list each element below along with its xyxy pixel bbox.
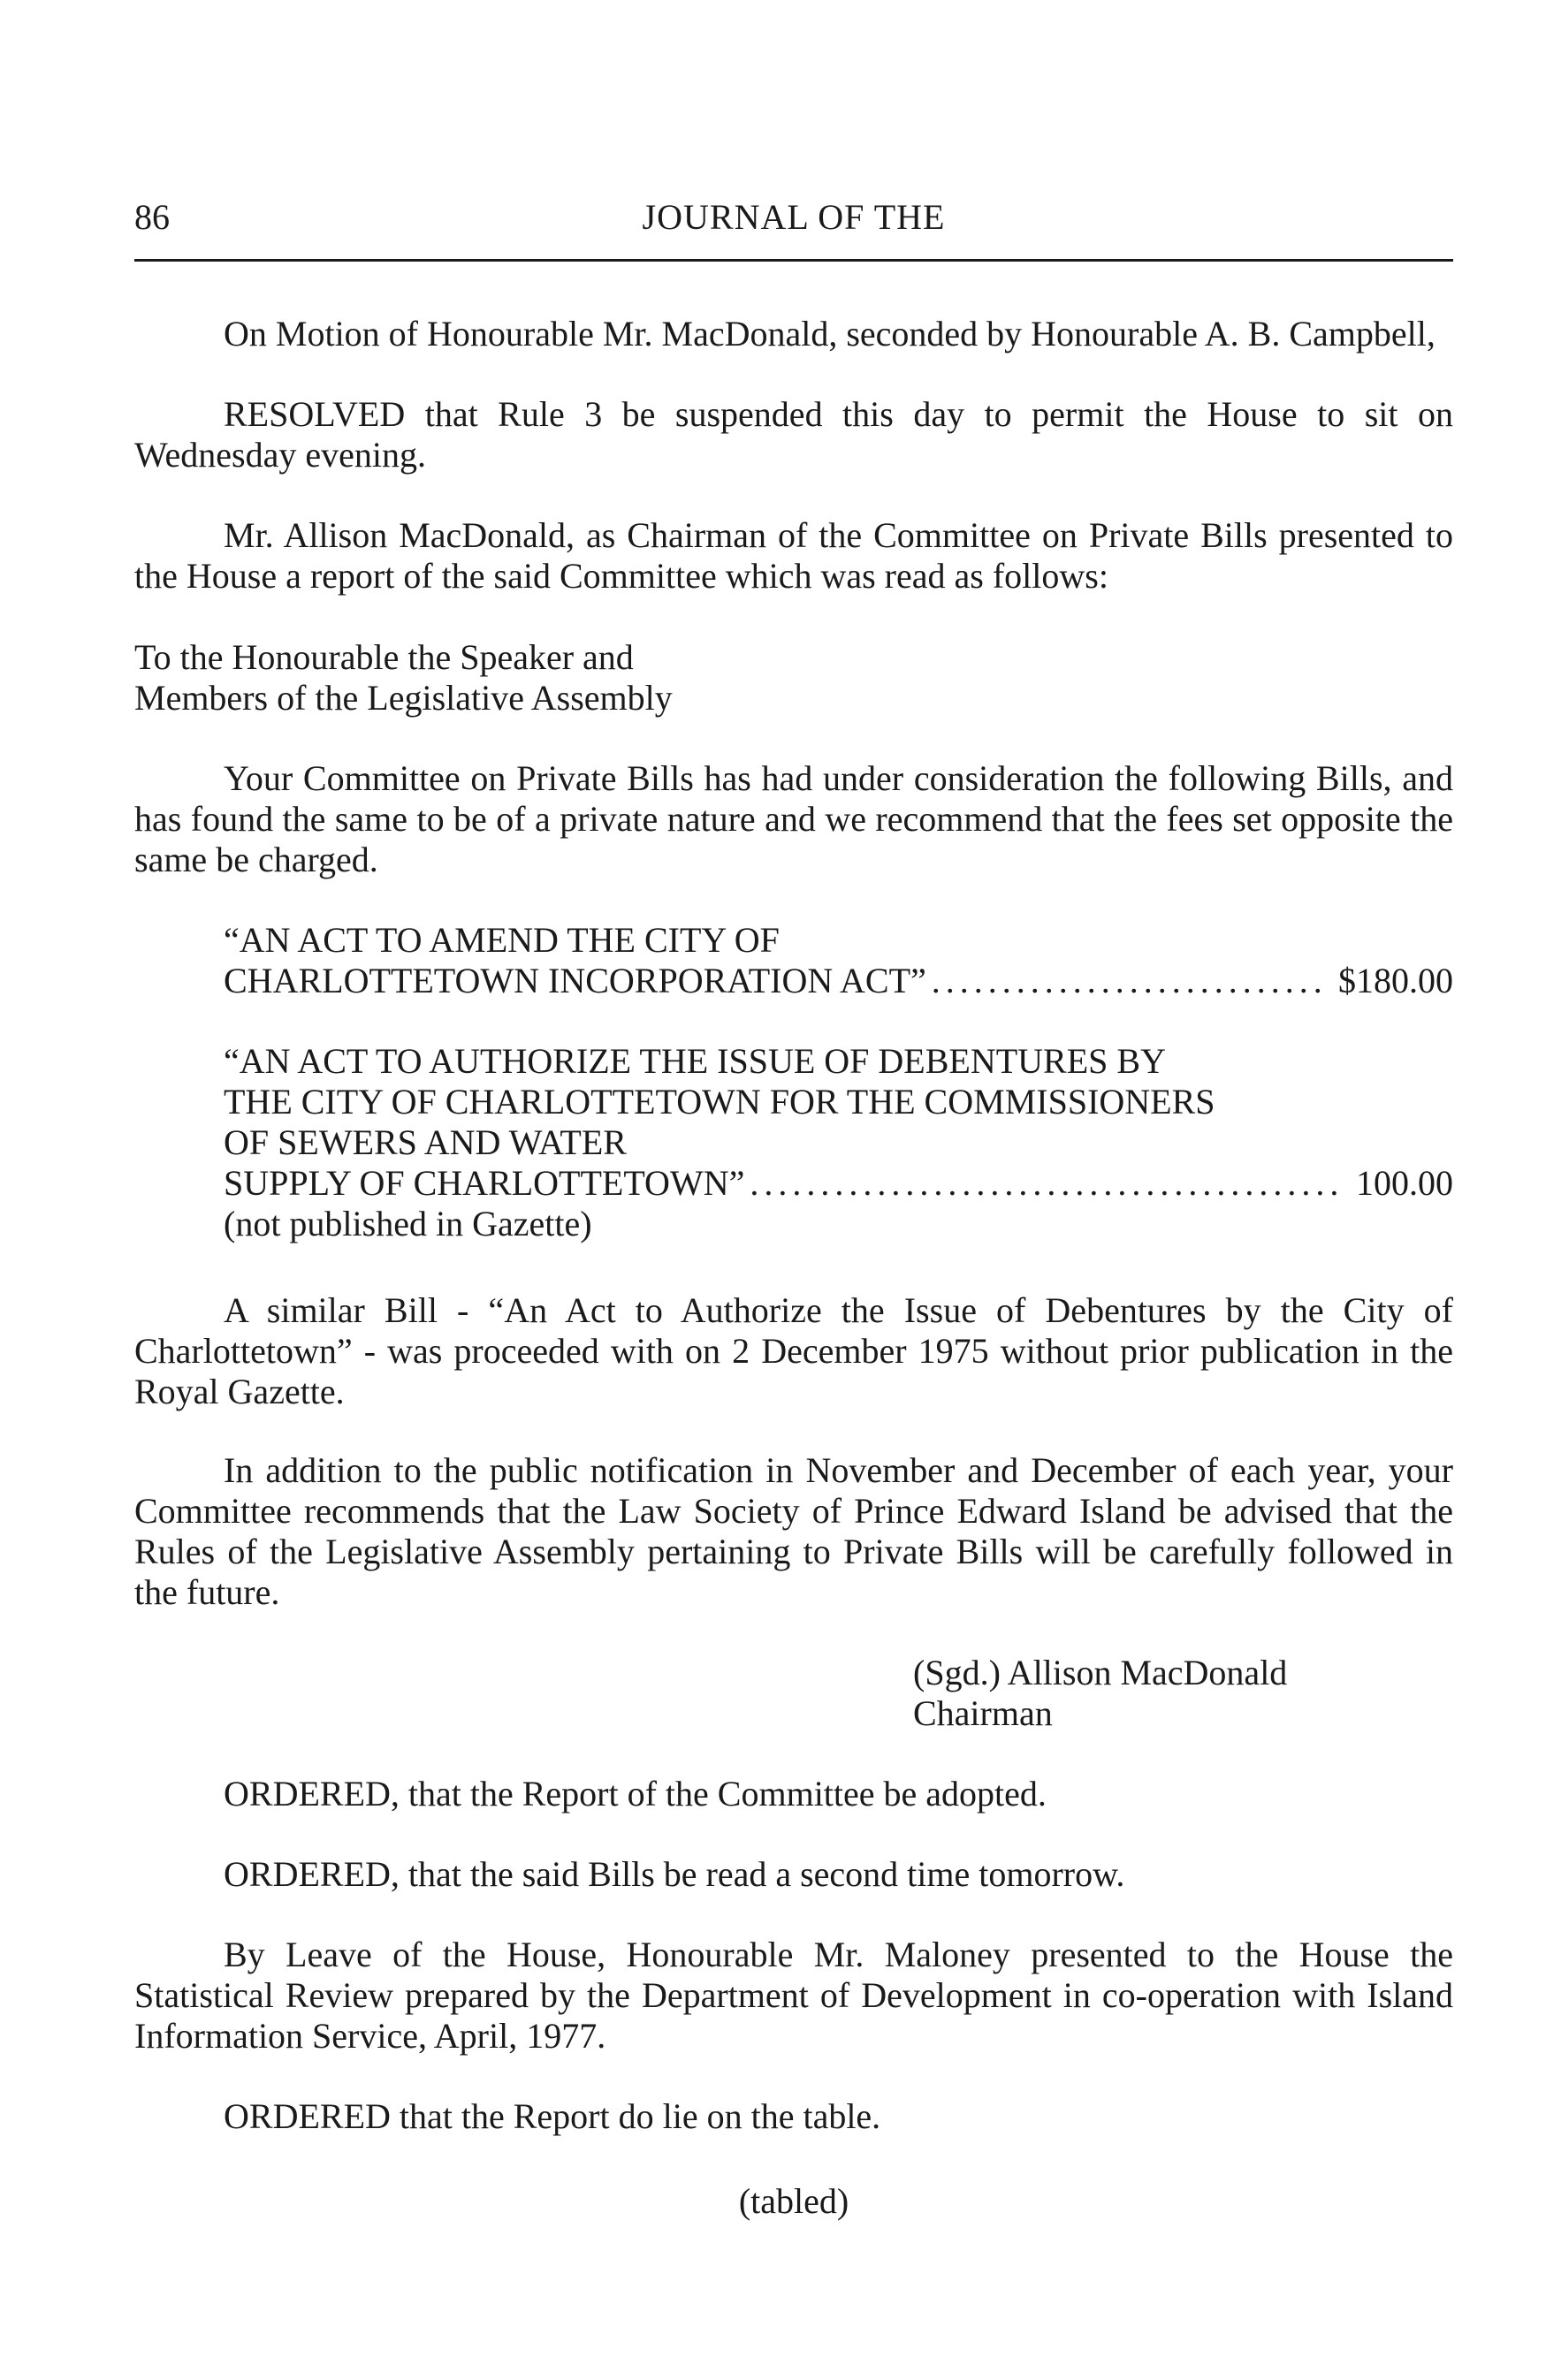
address-line-1: To the Honourable the Speaker and bbox=[134, 637, 634, 677]
signature-title: Chairman bbox=[913, 1693, 1053, 1733]
address-line-2: Members of the Legislative Assembly bbox=[134, 678, 673, 718]
bill-title-line: SUPPLY OF CHARLOTTETOWN” bbox=[224, 1163, 745, 1203]
running-head: JOURNAL OF THE bbox=[642, 197, 946, 237]
motion-paragraph: On Motion of Honourable Mr. MacDonald, seconded by Honourable A. B. Campbell, bbox=[224, 314, 1436, 354]
dot-leader bbox=[750, 1163, 1342, 1204]
bill-fee-line bbox=[224, 961, 1453, 1001]
committee-report-paragraph: Your Committee on Private Bills has had under consideration the following Bills, and has found the same to be of a private nature and we recommend that the fees set opposite the same be charged. bbox=[134, 758, 1453, 879]
notification-paragraph: In addition to the public notification in November and December of each year, your Committee recommends that the Law Society of Prince Edward Island be advised that the Rules of the Legislative Assembly pertaining to Private Bills will be carefully followed in the future. bbox=[134, 1450, 1453, 1612]
bill-title-line: OF SEWERS AND WATER bbox=[224, 1122, 627, 1162]
order-lie-on-table: ORDERED that the Report do lie on the table. bbox=[224, 2096, 881, 2136]
signature-block bbox=[913, 1653, 1453, 1734]
bill-item bbox=[224, 920, 1453, 1001]
bill-fee: $180.00 bbox=[1338, 961, 1453, 1000]
address-block bbox=[134, 637, 1453, 719]
statistical-review-paragraph: By Leave of the House, Honourable Mr. Maloney presented to the House the Statistical Review prepared by the Department of Development in co-operation with Island Information Service, April, 1977. bbox=[134, 1935, 1453, 2056]
tabled-note: (tabled) bbox=[738, 2181, 849, 2221]
header-rule bbox=[134, 259, 1453, 262]
similar-bill-paragraph: A similar Bill - “An Act to Authorize the Issue of Debentures by the City of Charlottetown” - was proceeded with on 2 December 1975 without prior publication in the Royal Gazette. bbox=[134, 1290, 1453, 1411]
bill-title-line: THE CITY OF CHARLOTTETOWN FOR THE COMMISSIONERS bbox=[224, 1082, 1215, 1122]
signature-name: (Sgd.) Allison MacDonald bbox=[913, 1653, 1288, 1692]
bill-fee: 100.00 bbox=[1356, 1163, 1453, 1203]
report-intro-paragraph: Mr. Allison MacDonald, as Chairman of the Committee on Private Bills presented to the House a report of the said Committee which was read as follows: bbox=[134, 515, 1453, 596]
bill-title-line: “AN ACT TO AMEND THE CITY OF bbox=[224, 920, 780, 960]
journal-page bbox=[134, 0, 1453, 2380]
bill-note: (not published in Gazette) bbox=[224, 1204, 592, 1243]
order-second-reading: ORDERED, that the said Bills be read a second time tomorrow. bbox=[224, 1854, 1125, 1894]
dot-leader bbox=[932, 961, 1324, 1001]
page-number: 86 bbox=[134, 197, 170, 237]
bill-title-line: “AN ACT TO AUTHORIZE THE ISSUE OF DEBENTURES BY bbox=[224, 1041, 1166, 1081]
resolved-paragraph: RESOLVED that Rule 3 be suspended this day to permit the House to sit on Wednesday evening. bbox=[134, 394, 1453, 475]
order-adopted: ORDERED, that the Report of the Committee be adopted. bbox=[224, 1774, 1047, 1814]
bill-fee-line bbox=[224, 1163, 1453, 1204]
bill-item bbox=[224, 1041, 1453, 1244]
page-header bbox=[134, 196, 1453, 249]
journal-body bbox=[134, 314, 1453, 2222]
bill-title-line: CHARLOTTETOWN INCORPORATION ACT” bbox=[224, 961, 926, 1000]
